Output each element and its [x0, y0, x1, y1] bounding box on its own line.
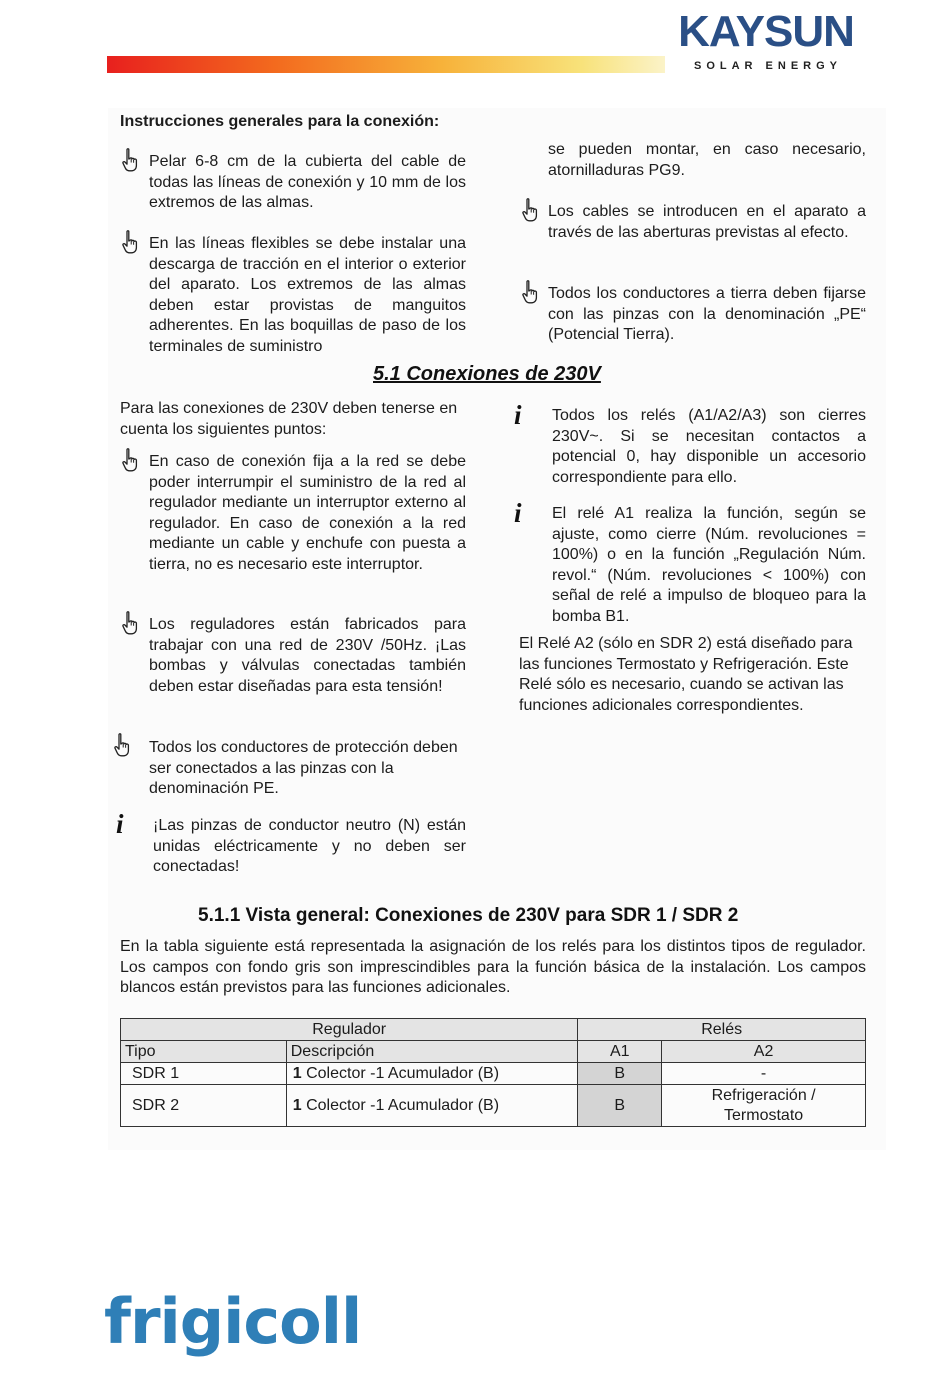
- table-cell-line: Termostato: [724, 1106, 804, 1124]
- table-cell: SDR 2: [121, 1085, 287, 1127]
- pointing-hand-icon: [521, 280, 539, 304]
- section-intro: Para las conexiones de 230V deben tenerse en cuenta los siguientes puntos:: [120, 400, 458, 438]
- table-cell: SDR 1: [121, 1063, 287, 1085]
- list-item: Todos los conductores a tierra deben fijarse con las pinzas con la denominación „PE“ (Potencial Tierra).: [548, 285, 866, 343]
- list-item: Los reguladores están fabricados para trabajar con una red de 230V /50Hz. ¡Las bombas y válvulas conectadas también deben estar diseñadas para esta tensión!: [149, 616, 466, 695]
- kaysun-logo: KAYSUN: [678, 7, 854, 56]
- frigicoll-logo: frigicoll: [104, 1285, 362, 1358]
- list-item: Todos los conductores de protección deben ser conectados a las pinzas con la denominación PE.: [149, 739, 458, 797]
- list-item: Los cables se introducen en el aparato a través de las aberturas previstas al efecto.: [548, 203, 866, 241]
- table-cell: B: [578, 1063, 662, 1085]
- relay-a2-note: El Relé A2 (sólo en SDR 2) está diseñado para las funciones Termostato y Refrigeración. Este Relé sólo es necesario, cuando se activan las funciones adicionales correspondientes.: [519, 635, 853, 714]
- pointing-hand-icon: [113, 733, 131, 757]
- pointing-hand-icon: [121, 148, 139, 172]
- list-item-continuation: se pueden montar, en caso necesario, atornilladuras PG9.: [548, 141, 866, 179]
- relay-assignment-table: [120, 1018, 866, 1127]
- table-cell: B: [578, 1085, 662, 1127]
- list-item: En las líneas flexibles se debe instalar una descarga de tracción en el interior o exterior del aparato. Los extremos de las almas deben estar provistas de manguitos adherentes. En las boquillas de paso de los terminales de suministro: [149, 235, 466, 355]
- table-cell: [662, 1085, 866, 1127]
- table-cell-number: 1: [292, 1064, 302, 1082]
- pointing-hand-icon: [521, 198, 539, 222]
- info-icon: i: [514, 400, 522, 430]
- table-group-header: Regulador: [121, 1019, 578, 1041]
- info-icon: i: [514, 498, 522, 528]
- list-item: En caso de conexión fija a la red se debe poder interrumpir el suministro de la red al regulador mediante un interruptor externo al regulador. En caso de conexión a la red mediante un cable y enchufe con puesta a tierra, no es necesario este interruptor.: [149, 453, 466, 573]
- table-cell-text: Colector -1 Acumulador (B): [301, 1096, 500, 1114]
- column-header: A2: [662, 1041, 866, 1063]
- pointing-hand-icon: [121, 448, 139, 472]
- section-heading-5-1-1: 5.1.1 Vista general: Conexiones de 230V para SDR 1 / SDR 2: [198, 905, 739, 926]
- header-gradient-bar: [107, 56, 665, 73]
- table-cell: [286, 1063, 578, 1085]
- table-cell-line: Refrigeración /: [711, 1086, 816, 1104]
- table-cell-text: Colector -1 Acumulador (B): [301, 1064, 500, 1082]
- general-instructions-heading: Instrucciones generales para la conexión:: [120, 113, 440, 130]
- table-row: [121, 1063, 866, 1085]
- table-group-header-row: [121, 1019, 866, 1041]
- table-cell-number: 1: [292, 1096, 302, 1114]
- pointing-hand-icon: [121, 230, 139, 254]
- column-header: Descripción: [286, 1041, 578, 1063]
- table-header-row: [121, 1041, 866, 1063]
- table-group-header: Relés: [578, 1019, 866, 1041]
- list-item: Todos los relés (A1/A2/A3) son cierres 230V~. Si se necesitan contactos a potencial 0, hay disponible un accesorio correspondiente para ello.: [552, 407, 866, 486]
- list-item: Pelar 6-8 cm de la cubierta del cable de todas las líneas de conexión y 10 mm de los extremos de las almas.: [149, 153, 466, 211]
- table-row: [121, 1085, 866, 1127]
- section-heading-5-1: 5.1 Conexiones de 230V: [373, 363, 601, 385]
- table-cell: [286, 1085, 578, 1127]
- column-header: A1: [578, 1041, 662, 1063]
- section-intro: En la tabla siguiente está representada la asignación de los relés para los distintos tipos de regulador. Los campos con fondo gris son imprescindibles para la función básica de la instalación. Los campos blancos están previstos para las funciones adicionales.: [120, 938, 866, 996]
- info-icon: i: [116, 809, 124, 839]
- pointing-hand-icon: [121, 611, 139, 635]
- list-item: El relé A1 realiza la función, según se ajuste, como cierre (Núm. revoluciones = 100%) o en la función „Regulación Núm. revol.“ (Núm. revoluciones < 100%) con señal de relé a impulso de bloqueo para la bomba B1.: [552, 505, 866, 625]
- table-cell: -: [662, 1063, 866, 1085]
- list-item: ¡Las pinzas de conductor neutro (N) están unidas eléctricamente y no deben ser conectadas!: [153, 817, 466, 875]
- kaysun-tagline: SOLAR ENERGY: [693, 60, 842, 72]
- column-header: Tipo: [121, 1041, 287, 1063]
